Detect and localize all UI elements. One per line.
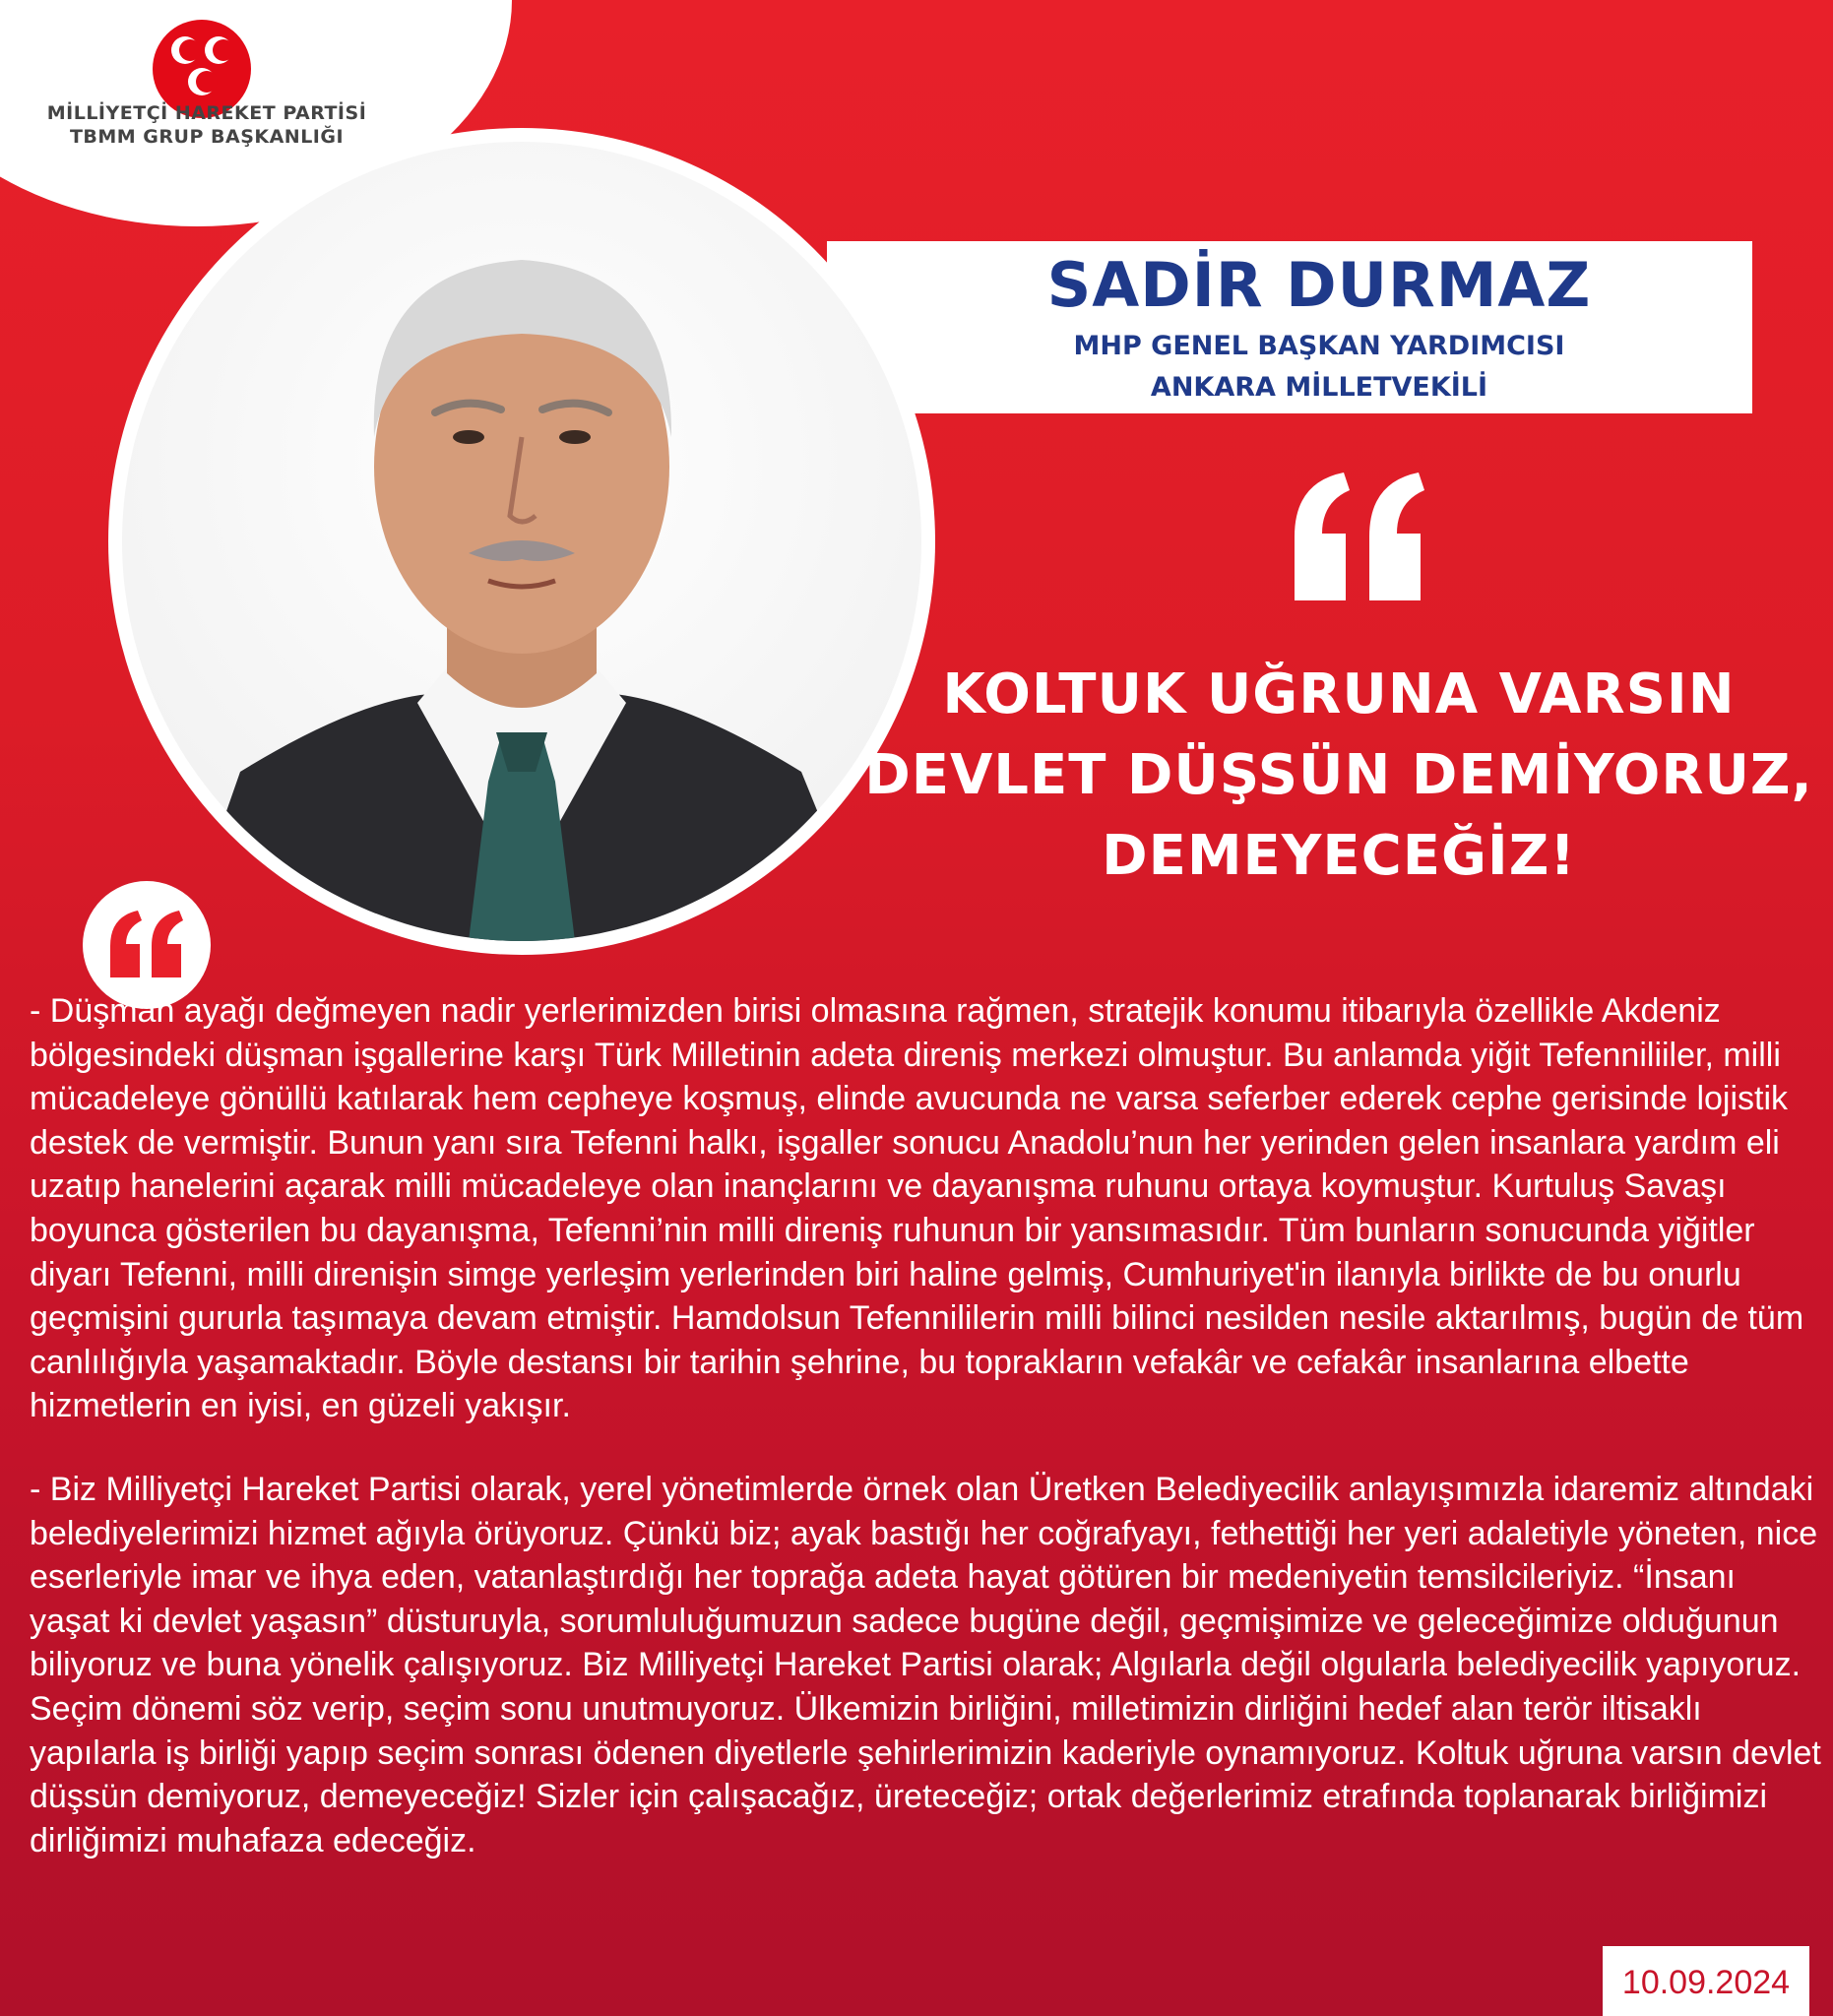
party-name-line1: MİLLİYETÇİ HAREKET PARTİSİ: [46, 102, 367, 124]
party-name: [20, 101, 394, 149]
statement-paragraph-1: - Düşman ayağı değmeyen nadir yerlerimizden birisi olmasına rağmen, stratejik konumu itibarıyla özellikle Akdeniz bölgesindeki düşman işgallerine karşı Türk Milletinin adeta direniş merkezi olmuştur. Bu anlamda yiğit Tefenniliiler, milli mücadeleye gönüllü katılarak hem cepheye koşmuş, elinde avucunda ne varsa seferber ederek cephe gerisinde lojistik destek de vermiştir. Bunun yanı sıra Tefenni halkı, işgaller sonucu Anadolu’nun her yerinden gelen insanlara yardım eli uzatıp hanelerini açarak milli mücadeleye olan inançlarını ve dayanışma ruhunu ortaya koymuştur. Kurtuluş Savaşı boyunca gösterilen bu dayanışma, Tefenni’nin milli direniş ruhunun bir yansımasıdır. Tüm bunların sonucunda yiğitler diyarı Tefenni, milli direnişin simge yerleşim yerlerinden biri haline gelmiş, Cumhuriyet'in ilanıyla birlikte de bu onurlu geçmişini gururla taşımaya devam etmiştir. Hamdolsun Tefennililerin milli bilinci nesilden nesile aktarılmış, bugün de tüm canlılığıyla yaşamaktadır. Böyle destansı bir tarihin şehrine, bu toprakların vefakâr ve cefakâr insanlarına elbette hizmetlerin en iyisi, en güzeli yakışır.: [30, 992, 1804, 1425]
headline-line2: DEVLET DÜŞSÜN DEMİYORUZ,: [864, 743, 1813, 807]
publication-date: 10.09.2024: [1621, 1964, 1791, 2001]
portrait-photo: [122, 142, 921, 941]
party-name-line2: TBMM GRUP BAŞKANLIĞI: [69, 126, 345, 148]
statement-body: [30, 989, 1821, 1862]
speaker-constituency: ANKARA MİLLETVEKİLİ: [1150, 372, 1488, 403]
headline-line3: DEMEYECEĞİZ!: [1102, 824, 1576, 888]
speaker-name: SADİR DURMAZ: [1046, 249, 1592, 321]
headline: [847, 655, 1831, 897]
headline-line1: KOLTUK UĞRUNA VARSIN: [942, 662, 1736, 726]
statement-paragraph-2: - Biz Milliyetçi Hareket Partisi olarak, yerel yönetimlerde örnek olan Üretken Belediyecilik anlayışımızla idaremiz altındaki belediyelerimizi hizmet ağıyla örüyoruz. Çünkü biz; ayak bastığı her coğrafyayı, fethettiği her yeri adaletiyle yöneten, nice eserleriyle imar ve ihya eden, vatanlaştırdığı her toprağa adeta hayat götüren bir medeniyetin temsilcileriyiz. “İnsanı yaşat ki devlet yaşasın” düsturuyla, sorumluluğumuzun sadece bugüne değil, geçmişimize ve geleceğimize olduğunun biliyoruz ve buna yönelik çalışıyoruz. Biz Milliyetçi Hareket Partisi olarak; Algılarla değil olgularla belediyecilik yapıyoruz. Seçim dönemi söz verip, seçim sonu unutmuyoruz. Ülkemizin birliğini, milletimizin dirliğini hedef alan terör iltisaklı yapılarla iş birliği yapıp seçim sonrası ödenen diyetlerle şehirlerimizin kaderiyle oynamıyoruz. Koltuk uğruna varsın devlet düşsün demiyoruz, demeyeceğiz! Sizler için çalışacağız, üreteceğiz; ortak değerlerimiz etrafında toplanarak birliğimizi dirliğimizi muhafaza edeceğiz.: [30, 1470, 1821, 1859]
speaker-title: MHP GENEL BAŞKAN YARDIMCISI: [1073, 331, 1565, 361]
quote-mark-icon: [1285, 463, 1432, 610]
